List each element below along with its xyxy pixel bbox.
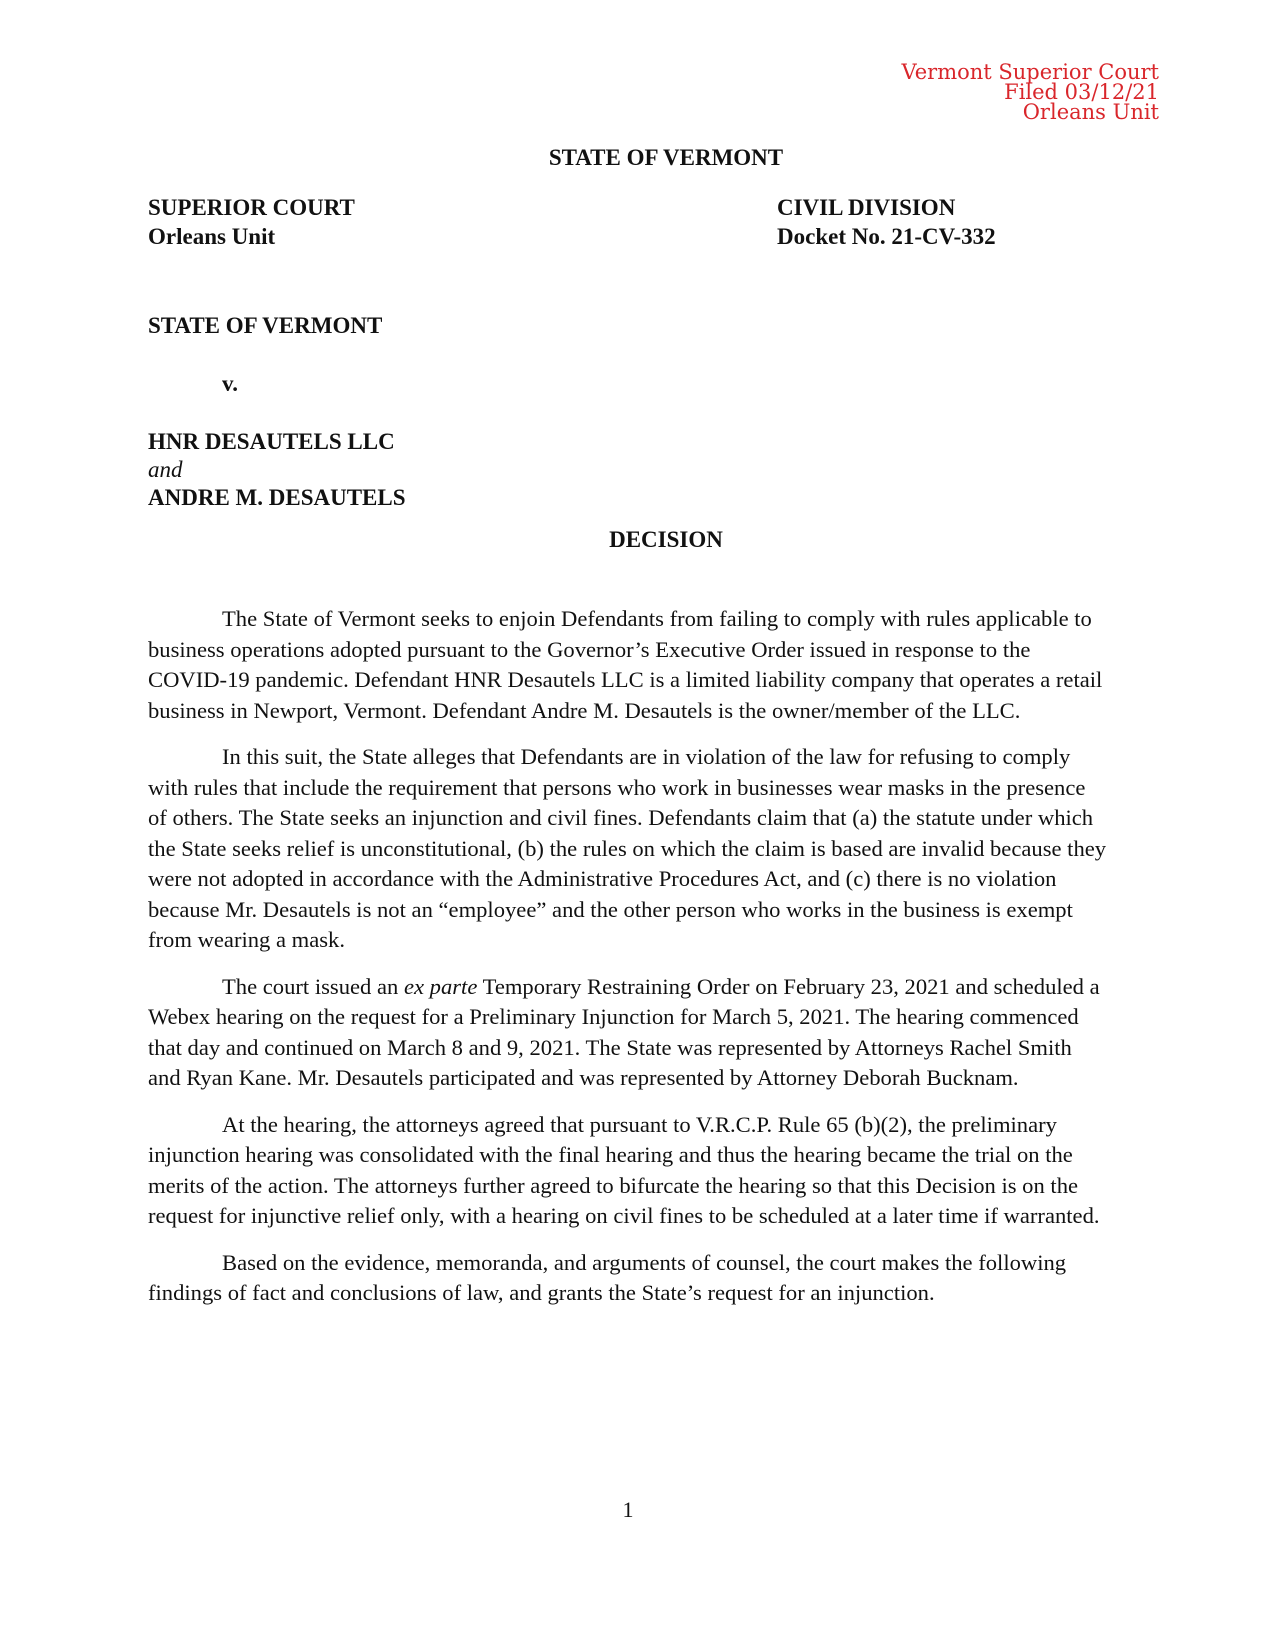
stamp-filed-date: Filed 03/12/21	[1004, 80, 1159, 104]
paragraph-3	[148, 972, 1108, 1094]
paragraph-4: At the hearing, the attorneys agreed that pursuant to V.R.C.P. Rule 65 (b)(2), the preliminary injunction hearing was consolidated with the final hearing and thus the hearing became the trial on the merits of the action. The attorneys further agreed to bifurcate the hearing so that this Decision is on the request for injunctive relief only, with a hearing on civil fines to be scheduled at a later time if warranted.	[148, 1111, 1100, 1228]
paragraph-5: Based on the evidence, memoranda, and arguments of counsel, the court makes the following findings of fact and conclusions of law, and grants the State’s request for an injunction.	[148, 1249, 1067, 1305]
court-unit: Orleans Unit	[148, 224, 276, 249]
paragraph-3-italic: ex parte	[403, 973, 478, 999]
docket-number: Docket No. 21-CV-332	[777, 224, 996, 249]
stamp-unit: Orleans Unit	[1022, 100, 1159, 124]
plaintiff-name: STATE OF VERMONT	[148, 313, 383, 338]
division-name: CIVIL DIVISION	[777, 195, 956, 220]
paragraph-1: The State of Vermont seeks to enjoin Defendants from failing to comply with rules applicable to business operations adopted pursuant to the Governor’s Executive Order issued in response to the COVID-19 pandemic. Defendant HNR Desautels LLC is a limited liability company that operates a retail business in Newport, Vermont. Defendant Andre M. Desautels is the owner/member of the LLC.	[148, 606, 1103, 723]
stamp-court: Vermont Superior Court	[901, 60, 1159, 84]
paragraph-3-start: The court issued an	[222, 973, 404, 999]
parties-conjunction: and	[148, 457, 183, 482]
docket-caption	[777, 193, 996, 251]
court-caption	[148, 193, 355, 251]
filing-stamp	[901, 62, 1159, 122]
court-name: SUPERIOR COURT	[148, 195, 355, 220]
page-number: 1	[622, 1497, 634, 1522]
decision-title: DECISION	[609, 527, 723, 552]
paragraph-2: In this suit, the State alleges that Defendants are in violation of the law for refusing to comply with rules that include the requirement that persons who work in businesses wear masks in the presence of others. The State seeks an injunction and civil fines. Defendants claim that (a) the statute under which the State seeks relief is unconstitutional, (b) the rules on which the claim is based are invalid because they were not adopted in accordance with the Administrative Procedures Act, and (c) there is no violation because Mr. Desautels is not an “employee” and the other person who works in the business is exempt from wearing a mask.	[148, 744, 1107, 952]
decision-body	[148, 604, 1108, 1325]
case-parties	[148, 312, 406, 512]
state-title: STATE OF VERMONT	[548, 145, 784, 170]
paragraph-3-end: Temporary Restraining Order on February 23, 2021 and scheduled a Webex hearing on the request for a Preliminary Injunction for March 5, 2021. The hearing commenced that day and continued on March 8 and 9, 2021. The State was represented by Attorneys Rachel Smith and Ryan Kane. Mr. Desautels participated and was represented by Attorney Deborah Bucknam.	[148, 973, 1100, 1090]
versus-label: v.	[222, 371, 238, 396]
defendant-name-2: ANDRE M. DESAUTELS	[148, 485, 406, 510]
defendant-name-1: HNR DESAUTELS LLC	[148, 429, 395, 454]
